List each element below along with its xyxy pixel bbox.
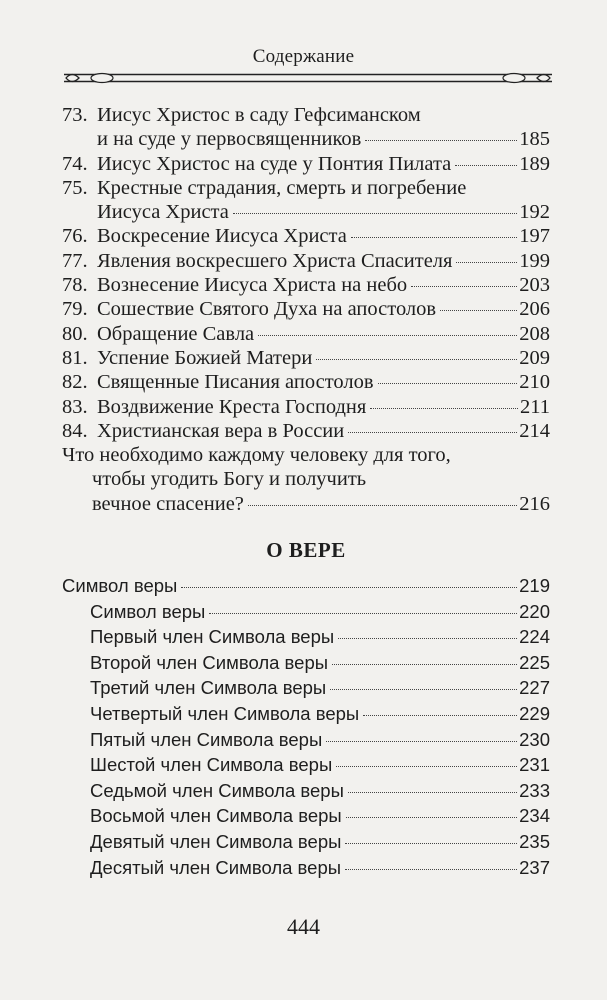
- sub-entry-page: 237: [519, 856, 550, 878]
- running-head: Содержание: [252, 46, 355, 67]
- entry-number: 84.: [62, 419, 88, 442]
- toc-entry-line: [62, 322, 550, 346]
- entry-page: 210: [519, 371, 550, 394]
- toc-entry: [62, 103, 550, 152]
- dot-leader: [370, 408, 518, 409]
- sub-entry-title: Четвертый член Символа веры: [90, 703, 360, 725]
- sub-entry-title: Седьмой член Символа веры: [90, 779, 344, 801]
- toc-entry: [62, 346, 550, 370]
- toc-entry-line: [62, 419, 550, 443]
- sub-entry: [62, 573, 550, 599]
- sub-entry-page: 224: [519, 626, 550, 648]
- table-of-contents: [62, 103, 550, 880]
- dot-leader: [363, 715, 517, 716]
- entry-number: 80.: [62, 322, 88, 345]
- entry-title: Иисуса Христа: [97, 201, 229, 224]
- dot-leader: [233, 213, 517, 214]
- sub-entry: [62, 855, 550, 881]
- dot-leader: [411, 286, 517, 287]
- entry-title: Вознесение Иисуса Христа на небо: [97, 274, 408, 297]
- sub-entry-title: Пятый член Символа веры: [90, 728, 323, 750]
- toc-entry: [62, 273, 550, 297]
- toc-entry-line: [62, 297, 550, 321]
- entry-page: 189: [519, 152, 550, 175]
- entry-title: Священные Писания апостолов: [97, 371, 374, 394]
- dot-leader: [378, 383, 518, 384]
- sub-entry: [62, 675, 550, 701]
- entry-title: Христианская вера в России: [97, 419, 345, 442]
- toc-entry: [62, 419, 550, 443]
- toc-entry-line: [62, 370, 550, 394]
- toc-entry: [62, 176, 550, 225]
- sub-entry-title: Шестой член Символа веры: [90, 754, 333, 776]
- toc-entry-line: [62, 200, 550, 224]
- toc-entry: [62, 322, 550, 346]
- dot-leader: [351, 237, 517, 238]
- toc-entry-line: [62, 103, 550, 127]
- entry-number: 79.: [62, 298, 88, 321]
- sub-entry: [62, 727, 550, 753]
- sub-entry-title: Второй член Символа веры: [90, 651, 329, 673]
- dot-leader: [345, 843, 517, 844]
- dot-leader: [346, 817, 517, 818]
- toc-entry-line: [62, 346, 550, 370]
- entry-number: 74.: [62, 152, 88, 175]
- dot-leader: [348, 432, 517, 433]
- entry-title: Обращение Савла: [97, 322, 255, 345]
- dot-leader: [316, 359, 517, 360]
- entry-page: 199: [519, 249, 550, 272]
- toc-sub-entries: [62, 573, 550, 880]
- entry-title: Успение Божией Матери: [97, 346, 313, 369]
- toc-entry-line: [62, 152, 550, 176]
- entry-number: 81.: [62, 346, 88, 369]
- sub-entry: [62, 778, 550, 804]
- page-number: 444: [287, 914, 320, 939]
- entry-title: Воскресение Иисуса Христа: [97, 225, 347, 248]
- dot-leader: [330, 689, 517, 690]
- entry-page: 197: [519, 225, 550, 248]
- sub-entry-title: Первый член Символа веры: [90, 626, 335, 648]
- final-entry-page: 216: [519, 492, 550, 515]
- entry-page: 214: [519, 419, 550, 442]
- sub-entry-title: Восьмой член Символа веры: [90, 805, 342, 827]
- toc-entry: [62, 395, 550, 419]
- entry-number: 73.: [62, 104, 88, 126]
- entry-number: 78.: [62, 274, 88, 297]
- toc-entry-line: [62, 249, 550, 273]
- dot-leader: [455, 165, 517, 166]
- dot-leader: [440, 310, 517, 311]
- sub-entry-page: 233: [519, 779, 550, 801]
- sub-entry: [62, 624, 550, 650]
- toc-entry-line: [62, 273, 550, 297]
- sub-entry: [62, 803, 550, 829]
- sub-entry-page: 234: [519, 805, 550, 827]
- sub-entry-title: Десятый член Символа веры: [90, 856, 342, 878]
- section-heading: О ВЕРЕ: [266, 538, 346, 563]
- sub-entry: [62, 829, 550, 855]
- entry-title: Иисус Христос на суде у Понтия Пилата: [97, 152, 452, 175]
- entry-page: 206: [519, 298, 550, 321]
- entry-number: 77.: [62, 249, 88, 272]
- entry-number: 82.: [62, 371, 88, 394]
- sub-entry-page: 225: [519, 651, 550, 673]
- sub-entry-title: Третий член Символа веры: [90, 677, 327, 699]
- final-entry-line-3: вечное спасение?: [92, 492, 244, 515]
- final-entry-line-2: чтобы угодить Богу и получить: [92, 468, 367, 491]
- dot-leader: [345, 869, 517, 870]
- toc-entry-line: [62, 127, 550, 151]
- toc-entry: [62, 249, 550, 273]
- toc-entry: [62, 297, 550, 321]
- entry-number: 83.: [62, 395, 88, 418]
- dot-leader: [258, 335, 517, 336]
- entry-page: 209: [519, 346, 550, 369]
- sub-entry-title: Девятый член Символа веры: [90, 830, 342, 852]
- sub-entry-page: 219: [519, 575, 550, 597]
- ornamental-rule: [62, 70, 554, 86]
- entry-page: 192: [519, 201, 550, 224]
- sub-entry: [62, 752, 550, 778]
- toc-entry-line: [62, 395, 550, 419]
- entry-title: и на суде у первосвященников: [97, 128, 362, 151]
- entry-page: 208: [519, 322, 550, 345]
- sub-entry: [62, 701, 550, 727]
- toc-entry-line: [62, 176, 550, 200]
- sub-entry-title: Символ веры: [62, 575, 178, 597]
- toc-entry-line: [62, 224, 550, 248]
- entry-title: Явления воскресшего Христа Спасителя: [97, 249, 453, 272]
- final-entry-line-1: Что необходимо каждому человеку для того,: [62, 444, 451, 467]
- entry-page: 211: [520, 395, 550, 418]
- dot-leader: [365, 140, 517, 141]
- sub-entry-page: 231: [519, 754, 550, 776]
- dot-leader: [348, 792, 517, 793]
- entry-page: 203: [519, 274, 550, 297]
- entry-title: Крестные страдания, смерть и погребение: [97, 176, 467, 199]
- sub-entry: [62, 650, 550, 676]
- toc-entry: [62, 152, 550, 176]
- sub-entry-page: 229: [519, 703, 550, 725]
- dot-leader: [326, 741, 517, 742]
- toc-entries: [62, 103, 550, 443]
- entry-title: Воздвижение Креста Господня: [97, 395, 367, 418]
- dot-leader: [248, 505, 517, 506]
- entry-page: 185: [519, 128, 550, 151]
- sub-entry: [62, 599, 550, 625]
- sub-entry-page: 227: [519, 677, 550, 699]
- dot-leader: [456, 262, 517, 263]
- toc-entry: [62, 370, 550, 394]
- sub-entry-page: 220: [519, 600, 550, 622]
- entry-number: 76.: [62, 225, 88, 248]
- dot-leader: [332, 664, 517, 665]
- entry-number: 75.: [62, 176, 88, 199]
- dot-leader: [336, 766, 517, 767]
- dot-leader: [338, 638, 517, 639]
- sub-entry-title: Символ веры: [90, 600, 206, 622]
- dot-leader: [209, 613, 517, 614]
- toc-entry-final: [62, 443, 550, 516]
- sub-entry-page: 235: [519, 830, 550, 852]
- entry-title: Иисус Христос в саду Гефсиманском: [97, 104, 421, 126]
- dot-leader: [181, 587, 517, 588]
- sub-entry-page: 230: [519, 728, 550, 750]
- toc-entry: [62, 224, 550, 248]
- entry-title: Сошествие Святого Духа на апостолов: [97, 298, 437, 321]
